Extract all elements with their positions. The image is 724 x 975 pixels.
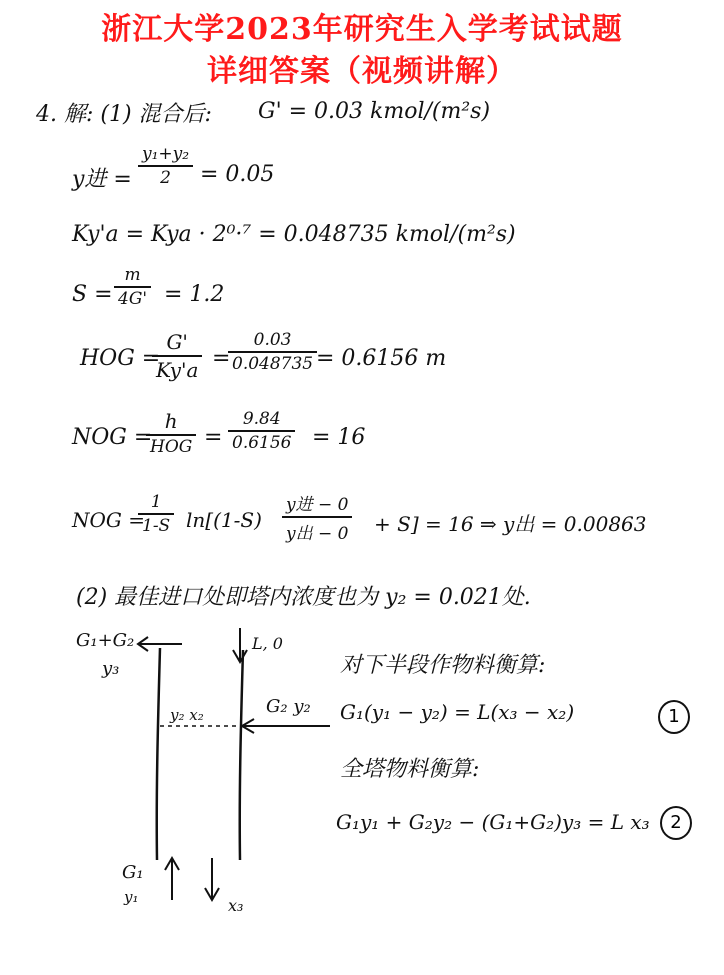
s-numerator: m [114, 265, 151, 288]
nog2-ln-term: ln[(1-S) [186, 508, 262, 532]
hog-denominator-2: 0.048735 [232, 354, 314, 374]
nog-equals: = [204, 425, 223, 450]
column-left-wall [157, 648, 160, 860]
problem-label: 4. 解: (1) 混合后: [36, 102, 212, 127]
balance1-equation: G₁(y₁ − y₂) = L(x₃ − x₂) [340, 700, 575, 724]
part2-statement: (2) 最佳进口处即塔内浓度也为 y₂ = 0.021处. [76, 585, 531, 610]
nog2-denominator-1: 1-S [142, 516, 171, 536]
hog-numerator-1: G' [152, 330, 202, 357]
nog-numerator-2: 9.84 [228, 409, 295, 432]
nog-numerator-1: h [146, 409, 196, 436]
balance2-title: 全塔物料衡算: [340, 757, 480, 782]
nog2-numerator-2: y进 − 0 [282, 490, 352, 518]
y-in-denominator: 2 [160, 168, 171, 188]
diagram-mid-label: y₂ x₂ [170, 706, 204, 724]
page-subtitle: 详细答案（视频讲解） [207, 54, 517, 89]
balance1-title: 对下半段作物料衡算: [340, 653, 546, 678]
diagram-side-feed-label: G₂ y₂ [266, 696, 311, 717]
diagram-bottom-left-y: y₁ [124, 888, 139, 906]
nog2-result: + S] = 16 ⇒ y出 = 0.00863 [374, 512, 647, 536]
diagram-top-right-label: L, 0 [252, 634, 283, 653]
balance2-equation: G₁y₁ + G₂y₂ − (G₁+G₂)y₃ = L x₃ [336, 810, 650, 834]
nog2-lhs: NOG = [72, 508, 145, 532]
equation-tag-2: 2 [660, 806, 692, 840]
nog-denominator-1: HOG [150, 437, 193, 457]
hog-equals: = [212, 346, 231, 371]
diagram-bottom-left-label: G₁ [122, 862, 144, 883]
diagram-top-left-label: G₁+G₂ [76, 630, 135, 651]
diagram-top-left-y: y₃ [102, 658, 120, 679]
hog-result: = 0.6156 m [316, 346, 447, 371]
y-in-lhs: y进 = [72, 167, 132, 192]
nog2-denominator-2: y出 − 0 [286, 524, 349, 544]
y-in-numerator: y₁+y₂ [138, 144, 193, 167]
s-lhs: S = [72, 282, 113, 307]
s-denominator: 4G' [118, 289, 148, 309]
nog-result: = 16 [312, 425, 366, 450]
nog-denominator-2: 0.6156 [232, 433, 292, 453]
hog-numerator-2: 0.03 [228, 330, 317, 353]
s-result: = 1.2 [164, 282, 225, 307]
nog2-numerator-1: 1 [138, 492, 174, 515]
hog-lhs: HOG = [80, 346, 161, 371]
equation-tag-1: 1 [658, 700, 690, 734]
nog-lhs: NOG = [72, 425, 153, 450]
g-prime-equation: G' = 0.03 kmol/(m²s) [258, 99, 491, 124]
page-title: 浙江大学2023年研究生入学考试试题 [101, 12, 623, 47]
kya-equation: Ky'a = Kya · 2⁰·⁷ = 0.048735 kmol/(m²s) [72, 222, 516, 247]
hog-denominator-1: Ky'a [156, 358, 199, 382]
diagram-bottom-right-label: x₃ [228, 896, 244, 915]
column-right-wall [240, 650, 243, 860]
y-in-result: = 0.05 [200, 162, 275, 187]
